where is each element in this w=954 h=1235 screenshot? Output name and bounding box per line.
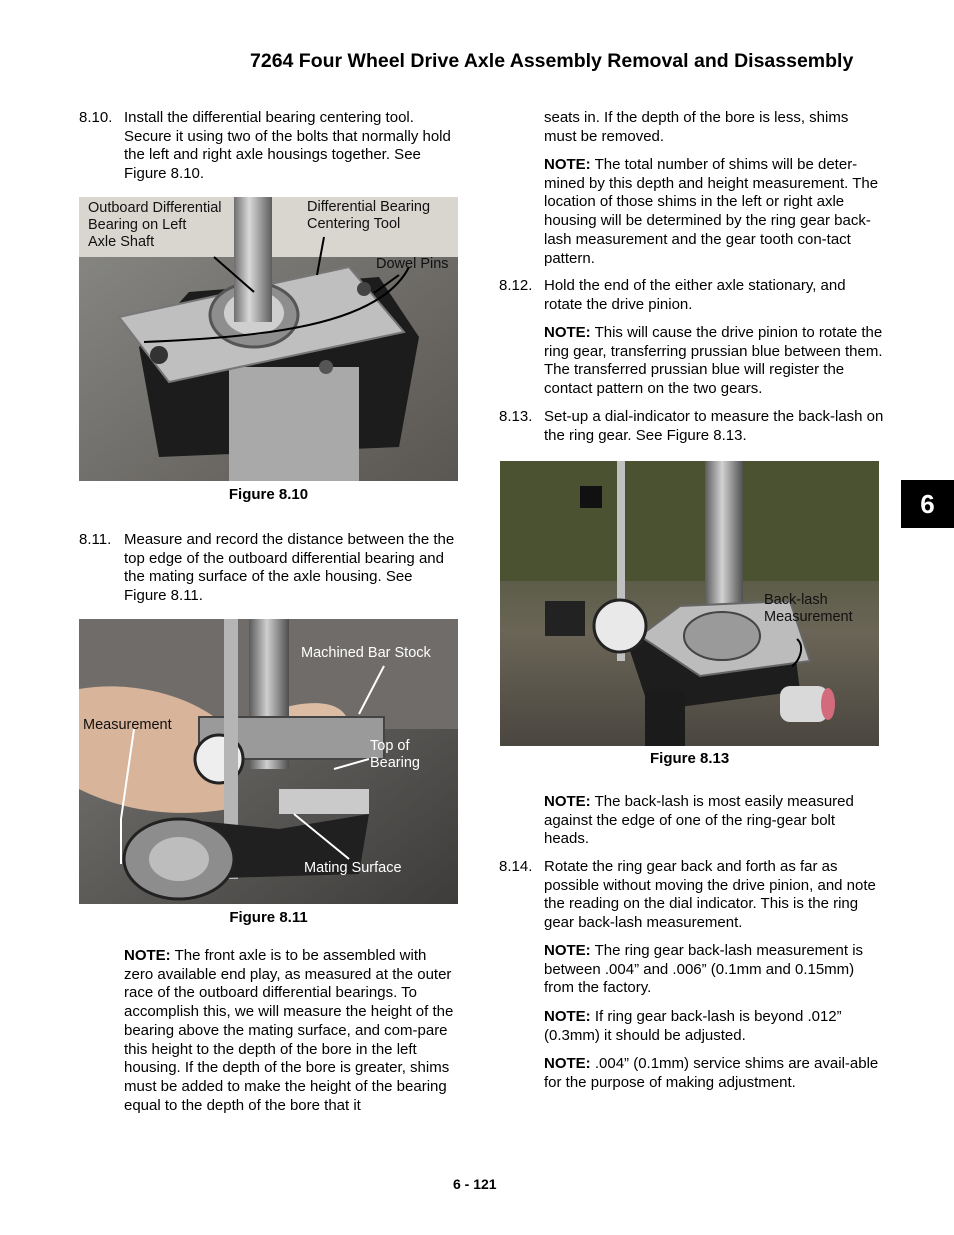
note-factory [544,942,884,998]
note-adjust [544,1008,884,1045]
note-service-shims [544,1055,884,1092]
step-number: 8.14. [499,858,533,875]
figure-8-13-caption: Figure 8.13 [650,750,730,767]
step-text: Measure and record the distance between the the top edge of the outboard differential bearing and the mating surface of the axle housing. See Figure 8.11. [124,531,455,605]
step-8-12 [499,277,884,314]
label-dowel-pins: Dowel Pins [376,256,449,272]
label-machined-bar-stock: Machined Bar Stock [301,645,431,661]
note-text: This will cause the drive pinion to rotate the ring gear, transferring prussian blue between them. The transferred prussian blue will register the contact pattern on the two gears. [544,324,883,398]
figure-8-10-photo [79,197,458,481]
note-label: NOTE: [124,947,171,964]
page-title: 7264 Four Wheel Drive Axle Assembly Removal and Disassembly [250,50,854,72]
note-label: NOTE: [544,1055,591,1072]
note-label: NOTE: [544,793,591,810]
continuation-text: seats in. If the depth of the bore is less, shims must be removed. [544,109,849,145]
step-text: Rotate the ring gear back and forth as far as possible without moving the drive pinion, and note the reading on the dial indicator. This is the ring gear back-lash measurement. [544,858,876,932]
step-number: 8.10. [79,109,113,126]
label-top-of-bearing: Top of Bearing [370,738,420,771]
step-number: 8.11. [79,531,112,548]
note-front-axle [124,947,459,1115]
figure-8-11-caption: Figure 8.11 [229,909,308,926]
note-text: The total number of shims will be deter-mined by this depth and height measurement. The location of those shims in the left or right axle housing will be determined by the ring gear back-lash measurement and the gear tooth con-tact pattern. [544,156,879,267]
step-number: 8.12. [499,277,533,294]
label-backlash-measurement: Back-lash Measurement [764,592,853,625]
step-8-11 [79,531,459,606]
note-text: The ring gear back-lash measurement is between .004” and .006” (0.1mm and 0.15mm) from the factory. [544,942,864,997]
note-pinion [544,324,884,399]
note-text: .004” (0.1mm) service shims are avail-able for the purpose of making adjustment. [544,1055,879,1091]
label-measurement: Measurement [83,717,172,733]
label-outboard-bearing: Outboard Differential Bearing on Left Axle Shaft [88,200,222,250]
note-text: The back-lash is most easily measured against the edge of one of the ring-gear bolt heads. [544,793,854,848]
note-backlash-edge [544,793,884,849]
note-label: NOTE: [544,156,591,173]
step-text: Install the differential bearing centering tool. Secure it using two of the bolts that normally hold the left and right axle housings together. See Figure 8.10. [124,109,451,183]
step-8-10 [79,109,459,184]
figure-8-11-photo [79,619,458,904]
step-text: Set-up a dial-indicator to measure the back-lash on the ring gear. See Figure 8.13. [544,408,884,444]
step-8-14 [499,858,884,933]
step-number: 8.13. [499,408,533,425]
label-centering-tool: Differential Bearing Centering Tool [307,199,431,232]
note-label: NOTE: [544,324,591,341]
note-shims [544,156,884,268]
note-label: NOTE: [544,942,591,959]
note-label: NOTE: [544,1008,591,1025]
page-number: 6 - 121 [453,1176,497,1192]
figure-8-13-photo [500,461,879,746]
chapter-tab: 6 [901,480,954,528]
note-text: If ring gear back-lash is beyond .012” (0.3mm) it should be adjusted. [544,1008,842,1044]
note-text: The front axle is to be assembled with zero available end play, as measured at the outer race of the outboard differential bearings. To accomplish this, we will measure the height of the bearing above the mating surface, and com-pare this height to the depth of the bore in the left housing. If the depth of the bore is greater, shims must be added to make the height of the bearing equal to the depth of the bore that it [124,947,454,1114]
label-mating-surface: Mating Surface [304,860,402,876]
step-8-13 [499,408,884,445]
figure-8-10-caption: Figure 8.10 [228,486,309,503]
step-text: Hold the end of the either axle stationary, and rotate the drive pinion. [544,277,846,313]
